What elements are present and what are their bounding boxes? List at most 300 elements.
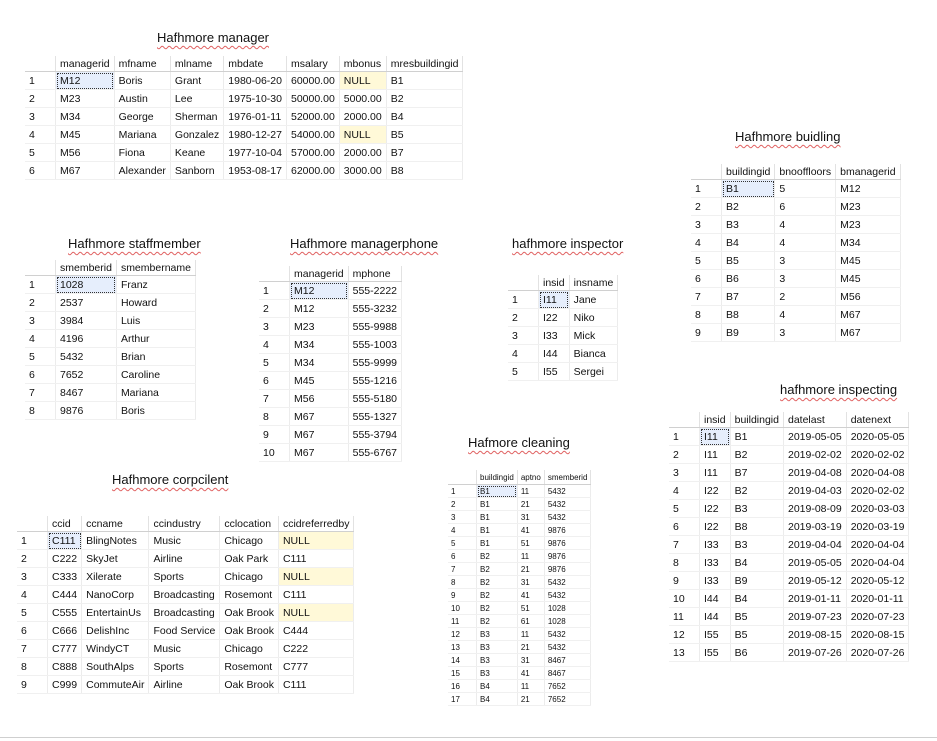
row-number[interactable]: 5 [25, 348, 56, 366]
table-cell[interactable]: M45 [290, 372, 349, 390]
column-header[interactable]: bnooffloors [775, 164, 836, 180]
column-header[interactable]: cclocation [220, 516, 279, 532]
row-number[interactable]: 8 [17, 658, 48, 676]
table-cell[interactable]: 41 [517, 667, 544, 680]
table-row[interactable] [508, 345, 618, 363]
table-cell[interactable]: M12 [290, 282, 349, 300]
table-cell[interactable]: Jane [569, 291, 618, 309]
table-row[interactable] [17, 640, 354, 658]
row-number[interactable]: 2 [691, 198, 722, 216]
table-cell[interactable]: 5000.00 [339, 90, 386, 108]
row-number[interactable]: 6 [259, 372, 290, 390]
column-header[interactable]: bmanagerid [836, 164, 900, 180]
table-cell[interactable]: M12 [290, 300, 349, 318]
table-row[interactable] [508, 327, 618, 345]
table-cell[interactable]: M56 [290, 390, 349, 408]
table-cell[interactable]: B9 [730, 572, 783, 590]
table-cell[interactable]: 1028 [544, 615, 591, 628]
table-cell[interactable]: 2020-04-08 [846, 464, 909, 482]
row-number[interactable]: 6 [691, 270, 722, 288]
table-row[interactable] [691, 288, 900, 306]
table-cell[interactable]: 31 [517, 576, 544, 589]
table-cell[interactable]: 2019-04-03 [783, 482, 846, 500]
row-number[interactable]: 3 [691, 216, 722, 234]
table-cell[interactable]: 5432 [544, 511, 591, 524]
table-row[interactable] [259, 390, 402, 408]
table-cell[interactable]: B2 [722, 198, 775, 216]
row-number[interactable]: 12 [448, 628, 477, 641]
table-cell[interactable]: B6 [730, 644, 783, 662]
table-cell[interactable]: M45 [836, 252, 900, 270]
row-number[interactable]: 13 [448, 641, 477, 654]
table-cell[interactable]: 2019-05-12 [783, 572, 846, 590]
table-cell[interactable]: B4 [730, 590, 783, 608]
table-cell[interactable]: B1 [477, 511, 518, 524]
table-cell[interactable]: B3 [477, 641, 518, 654]
row-number[interactable]: 9 [259, 426, 290, 444]
row-number[interactable]: 5 [448, 537, 477, 550]
row-number[interactable]: 9 [691, 324, 722, 342]
table-cell[interactable]: 2020-07-23 [846, 608, 909, 626]
table-cell[interactable]: B1 [722, 180, 775, 198]
table-cell[interactable]: B4 [730, 554, 783, 572]
table-row[interactable] [669, 536, 909, 554]
table-cell[interactable]: 2019-01-11 [783, 590, 846, 608]
table-cell[interactable]: 2020-05-12 [846, 572, 909, 590]
table-cell[interactable]: 60000.00 [286, 72, 339, 90]
table-row[interactable] [448, 654, 591, 667]
table-row[interactable] [259, 426, 402, 444]
table-cell[interactable]: B1 [730, 428, 783, 446]
row-number[interactable]: 12 [669, 626, 700, 644]
table-row[interactable] [448, 511, 591, 524]
table-row[interactable] [448, 589, 591, 602]
table-cell[interactable]: B4 [722, 234, 775, 252]
table-cell[interactable]: 1028 [544, 602, 591, 615]
table-row[interactable] [508, 309, 618, 327]
table-cell[interactable]: C222 [48, 550, 82, 568]
table-cell[interactable]: Arthur [116, 330, 195, 348]
table-cell[interactable]: C111 [278, 586, 354, 604]
table-row[interactable] [448, 615, 591, 628]
table-cell[interactable]: 1980-06-20 [224, 72, 287, 90]
table-cell[interactable]: BlingNotes [82, 532, 149, 550]
table-cell[interactable]: B2 [477, 602, 518, 615]
column-header[interactable]: managerid [290, 266, 349, 282]
row-number[interactable]: 11 [669, 608, 700, 626]
table-row[interactable] [448, 628, 591, 641]
row-number[interactable]: 3 [259, 318, 290, 336]
table-cell[interactable]: Fiona [114, 144, 170, 162]
table-cell[interactable]: 555-6767 [348, 444, 401, 462]
table-cell[interactable]: 5 [775, 180, 836, 198]
row-number[interactable]: 2 [669, 446, 700, 464]
row-number[interactable]: 2 [25, 294, 56, 312]
row-number[interactable]: 9 [17, 676, 48, 694]
table-cell[interactable]: I33 [700, 536, 731, 554]
table-cell[interactable]: Mariana [116, 384, 195, 402]
column-header[interactable]: mlname [170, 56, 223, 72]
table-row[interactable] [691, 270, 900, 288]
table-row[interactable] [448, 485, 591, 498]
table-cell[interactable]: 2020-04-04 [846, 536, 909, 554]
table-row[interactable] [25, 348, 195, 366]
table-cell[interactable]: Food Service [149, 622, 220, 640]
column-header[interactable]: ccname [82, 516, 149, 532]
table-cell[interactable]: Oak Brook [220, 604, 279, 622]
column-header[interactable]: datenext [846, 412, 909, 428]
table-cell[interactable]: 3 [775, 324, 836, 342]
table-row[interactable] [448, 576, 591, 589]
table-cell[interactable]: 1977-10-04 [224, 144, 287, 162]
column-header[interactable]: buildingid [722, 164, 775, 180]
table-row[interactable] [691, 234, 900, 252]
table-cell[interactable]: 2020-03-19 [846, 518, 909, 536]
table-cell[interactable]: Broadcasting [149, 586, 220, 604]
row-number[interactable]: 4 [691, 234, 722, 252]
row-number[interactable]: 2 [25, 90, 56, 108]
manager-grid[interactable] [25, 56, 463, 180]
table-cell[interactable]: NULL [278, 604, 354, 622]
table-cell[interactable]: 4 [775, 216, 836, 234]
column-header[interactable]: datelast [783, 412, 846, 428]
table-row[interactable] [448, 602, 591, 615]
table-cell[interactable]: B5 [730, 608, 783, 626]
row-number[interactable]: 5 [669, 500, 700, 518]
table-cell[interactable]: 54000.00 [286, 126, 339, 144]
table-cell[interactable]: SkyJet [82, 550, 149, 568]
table-cell[interactable]: Niko [569, 309, 618, 327]
table-cell[interactable]: I11 [700, 446, 731, 464]
table-row[interactable] [448, 680, 591, 693]
table-cell[interactable]: 9876 [544, 524, 591, 537]
table-cell[interactable]: M67 [836, 306, 900, 324]
table-cell[interactable]: B9 [722, 324, 775, 342]
column-header[interactable]: buildingid [477, 470, 518, 485]
table-row[interactable] [691, 324, 900, 342]
row-number[interactable]: 2 [17, 550, 48, 568]
table-cell[interactable]: SouthAlps [82, 658, 149, 676]
table-cell[interactable]: 555-1216 [348, 372, 401, 390]
table-cell[interactable]: 50000.00 [286, 90, 339, 108]
table-cell[interactable]: 2020-01-11 [846, 590, 909, 608]
table-cell[interactable]: Sergei [569, 363, 618, 381]
row-number[interactable]: 3 [508, 327, 539, 345]
column-header[interactable]: mfname [114, 56, 170, 72]
row-number[interactable]: 9 [448, 589, 477, 602]
table-cell[interactable]: M34 [836, 234, 900, 252]
table-cell[interactable]: B3 [477, 628, 518, 641]
table-cell[interactable]: Mariana [114, 126, 170, 144]
row-number[interactable]: 15 [448, 667, 477, 680]
table-cell[interactable]: C888 [48, 658, 82, 676]
table-cell[interactable]: 3984 [56, 312, 117, 330]
table-cell[interactable]: Austin [114, 90, 170, 108]
table-cell[interactable]: C444 [278, 622, 354, 640]
table-row[interactable] [17, 676, 354, 694]
table-cell[interactable]: Rosemont [220, 586, 279, 604]
table-row[interactable] [508, 291, 618, 309]
table-row[interactable] [259, 444, 402, 462]
row-number[interactable]: 5 [508, 363, 539, 381]
table-cell[interactable]: 3000.00 [339, 162, 386, 180]
column-header[interactable]: insid [700, 412, 731, 428]
table-cell[interactable]: M56 [836, 288, 900, 306]
table-cell[interactable]: M67 [290, 426, 349, 444]
table-cell[interactable]: I33 [539, 327, 570, 345]
column-header[interactable]: mresbuildingid [386, 56, 463, 72]
table-row[interactable] [448, 498, 591, 511]
table-row[interactable] [25, 402, 195, 420]
table-cell[interactable]: I44 [700, 608, 731, 626]
table-row[interactable] [259, 318, 402, 336]
table-cell[interactable]: Sherman [170, 108, 223, 126]
table-cell[interactable]: Franz [116, 276, 195, 294]
table-cell[interactable]: EntertainUs [82, 604, 149, 622]
row-number[interactable]: 3 [448, 511, 477, 524]
row-number[interactable]: 4 [17, 586, 48, 604]
table-cell[interactable]: B5 [730, 626, 783, 644]
column-header[interactable]: aptno [517, 470, 544, 485]
row-number[interactable]: 5 [25, 144, 56, 162]
cleaning-grid[interactable] [448, 470, 591, 706]
table-cell[interactable]: 1028 [56, 276, 117, 294]
row-number[interactable]: 1 [25, 276, 56, 294]
table-cell[interactable]: C333 [48, 568, 82, 586]
table-row[interactable] [259, 336, 402, 354]
table-row[interactable] [669, 464, 909, 482]
table-cell[interactable]: I55 [700, 626, 731, 644]
table-cell[interactable]: 41 [517, 524, 544, 537]
table-cell[interactable]: 5432 [544, 576, 591, 589]
table-cell[interactable]: 2000.00 [339, 144, 386, 162]
table-cell[interactable]: 5432 [544, 589, 591, 602]
table-cell[interactable]: 4 [775, 306, 836, 324]
table-cell[interactable]: 555-5180 [348, 390, 401, 408]
table-cell[interactable]: 8467 [56, 384, 117, 402]
row-number[interactable]: 6 [448, 550, 477, 563]
table-cell[interactable]: B8 [386, 162, 463, 180]
building-grid[interactable] [691, 164, 901, 342]
table-cell[interactable]: NULL [278, 532, 354, 550]
table-row[interactable] [691, 252, 900, 270]
table-cell[interactable]: Brian [116, 348, 195, 366]
column-header[interactable]: mphone [348, 266, 401, 282]
table-row[interactable] [691, 198, 900, 216]
table-cell[interactable]: 5432 [544, 628, 591, 641]
table-cell[interactable]: DelishInc [82, 622, 149, 640]
table-row[interactable] [17, 586, 354, 604]
table-row[interactable] [259, 282, 402, 300]
row-number[interactable]: 2 [448, 498, 477, 511]
table-cell[interactable]: Keane [170, 144, 223, 162]
table-cell[interactable]: 555-3232 [348, 300, 401, 318]
table-row[interactable] [669, 554, 909, 572]
table-cell[interactable]: 1980-12-27 [224, 126, 287, 144]
table-cell[interactable]: 2020-02-02 [846, 482, 909, 500]
table-cell[interactable]: C999 [48, 676, 82, 694]
table-cell[interactable]: B4 [477, 680, 518, 693]
table-cell[interactable]: I22 [700, 482, 731, 500]
table-cell[interactable]: Airline [149, 676, 220, 694]
table-cell[interactable]: 2020-05-05 [846, 428, 909, 446]
row-number[interactable]: 6 [17, 622, 48, 640]
table-cell[interactable]: C111 [278, 676, 354, 694]
table-cell[interactable]: WindyCT [82, 640, 149, 658]
row-number[interactable]: 1 [669, 428, 700, 446]
row-number[interactable]: 1 [17, 532, 48, 550]
table-cell[interactable]: 2020-04-04 [846, 554, 909, 572]
column-header[interactable]: smemberid [544, 470, 591, 485]
table-cell[interactable]: C777 [48, 640, 82, 658]
table-cell[interactable]: B2 [477, 615, 518, 628]
table-cell[interactable]: B6 [722, 270, 775, 288]
table-row[interactable] [448, 550, 591, 563]
table-cell[interactable]: I22 [539, 309, 570, 327]
table-row[interactable] [25, 162, 463, 180]
row-number[interactable]: 8 [448, 576, 477, 589]
table-row[interactable] [25, 90, 463, 108]
table-cell[interactable]: Oak Park [220, 550, 279, 568]
table-cell[interactable]: 21 [517, 641, 544, 654]
row-number[interactable]: 6 [669, 518, 700, 536]
table-cell[interactable]: I22 [700, 500, 731, 518]
table-cell[interactable]: 7652 [56, 366, 117, 384]
table-row[interactable] [669, 644, 909, 662]
table-row[interactable] [25, 330, 195, 348]
column-header[interactable]: smembername [116, 260, 195, 276]
table-cell[interactable]: NanoCorp [82, 586, 149, 604]
table-cell[interactable]: Broadcasting [149, 604, 220, 622]
table-cell[interactable]: B7 [730, 464, 783, 482]
table-row[interactable] [448, 693, 591, 706]
table-cell[interactable]: I55 [539, 363, 570, 381]
table-row[interactable] [17, 532, 354, 550]
table-cell[interactable]: 41 [517, 589, 544, 602]
table-cell[interactable]: 4 [775, 234, 836, 252]
table-cell[interactable]: B2 [477, 563, 518, 576]
table-cell[interactable]: 1953-08-17 [224, 162, 287, 180]
row-number[interactable]: 5 [259, 354, 290, 372]
table-cell[interactable]: I55 [700, 644, 731, 662]
table-cell[interactable]: 11 [517, 550, 544, 563]
table-cell[interactable]: M67 [290, 444, 349, 462]
table-cell[interactable]: 21 [517, 693, 544, 706]
table-cell[interactable]: M12 [836, 180, 900, 198]
row-number[interactable]: 4 [259, 336, 290, 354]
table-cell[interactable]: B4 [477, 693, 518, 706]
table-cell[interactable]: C777 [278, 658, 354, 676]
table-cell[interactable]: 52000.00 [286, 108, 339, 126]
table-cell[interactable]: B2 [477, 550, 518, 563]
row-number[interactable]: 1 [448, 485, 477, 498]
column-header[interactable]: ccindustry [149, 516, 220, 532]
table-cell[interactable]: 7652 [544, 693, 591, 706]
table-row[interactable] [25, 312, 195, 330]
table-cell[interactable]: B1 [477, 537, 518, 550]
table-cell[interactable]: 2537 [56, 294, 117, 312]
table-cell[interactable]: 9876 [544, 537, 591, 550]
table-row[interactable] [448, 667, 591, 680]
row-number[interactable]: 4 [448, 524, 477, 537]
row-number[interactable]: 8 [691, 306, 722, 324]
table-cell[interactable]: I44 [700, 590, 731, 608]
column-header[interactable]: smemberid [56, 260, 117, 276]
row-number[interactable]: 16 [448, 680, 477, 693]
row-number[interactable]: 1 [508, 291, 539, 309]
row-number[interactable]: 7 [669, 536, 700, 554]
row-number[interactable]: 4 [25, 126, 56, 144]
table-row[interactable] [25, 126, 463, 144]
row-number[interactable]: 3 [669, 464, 700, 482]
table-cell[interactable]: B3 [730, 500, 783, 518]
table-cell[interactable]: I11 [700, 428, 731, 446]
table-cell[interactable]: M34 [290, 336, 349, 354]
table-cell[interactable]: 5432 [56, 348, 117, 366]
row-number[interactable]: 9 [669, 572, 700, 590]
table-cell[interactable]: M67 [290, 408, 349, 426]
table-cell[interactable]: B7 [722, 288, 775, 306]
row-number[interactable]: 1 [25, 72, 56, 90]
table-row[interactable] [259, 300, 402, 318]
table-cell[interactable]: Airline [149, 550, 220, 568]
row-number[interactable]: 4 [508, 345, 539, 363]
table-cell[interactable]: 555-9988 [348, 318, 401, 336]
table-cell[interactable]: B3 [722, 216, 775, 234]
table-cell[interactable]: 11 [517, 680, 544, 693]
table-cell[interactable]: 2 [775, 288, 836, 306]
table-cell[interactable]: 555-2222 [348, 282, 401, 300]
table-cell[interactable]: 2019-05-05 [783, 428, 846, 446]
table-cell[interactable]: 2000.00 [339, 108, 386, 126]
table-cell[interactable]: C666 [48, 622, 82, 640]
table-row[interactable] [669, 500, 909, 518]
table-cell[interactable]: C444 [48, 586, 82, 604]
table-cell[interactable]: 6 [775, 198, 836, 216]
row-number[interactable]: 5 [691, 252, 722, 270]
table-cell[interactable]: C555 [48, 604, 82, 622]
row-number[interactable]: 10 [448, 602, 477, 615]
table-row[interactable] [25, 144, 463, 162]
table-cell[interactable]: 7652 [544, 680, 591, 693]
table-cell[interactable]: I33 [700, 572, 731, 590]
row-number[interactable]: 10 [259, 444, 290, 462]
column-header[interactable]: ccidreferredby [278, 516, 354, 532]
table-row[interactable] [669, 428, 909, 446]
table-cell[interactable]: 555-9999 [348, 354, 401, 372]
column-header[interactable]: mbdate [224, 56, 287, 72]
table-cell[interactable]: I33 [700, 554, 731, 572]
table-cell[interactable]: NULL [339, 126, 386, 144]
table-cell[interactable]: I11 [539, 291, 570, 309]
table-row[interactable] [448, 537, 591, 550]
table-cell[interactable]: B5 [386, 126, 463, 144]
table-cell[interactable]: 2019-08-15 [783, 626, 846, 644]
column-header[interactable]: ccid [48, 516, 82, 532]
table-cell[interactable]: Mick [569, 327, 618, 345]
table-row[interactable] [669, 626, 909, 644]
table-cell[interactable]: NULL [339, 72, 386, 90]
table-row[interactable] [669, 608, 909, 626]
table-cell[interactable]: Chicago [220, 640, 279, 658]
table-cell[interactable]: 31 [517, 654, 544, 667]
column-header[interactable]: managerid [56, 56, 115, 72]
table-cell[interactable]: NULL [278, 568, 354, 586]
table-cell[interactable]: I44 [539, 345, 570, 363]
table-row[interactable] [691, 306, 900, 324]
table-cell[interactable]: 555-1327 [348, 408, 401, 426]
table-cell[interactable]: M67 [56, 162, 115, 180]
